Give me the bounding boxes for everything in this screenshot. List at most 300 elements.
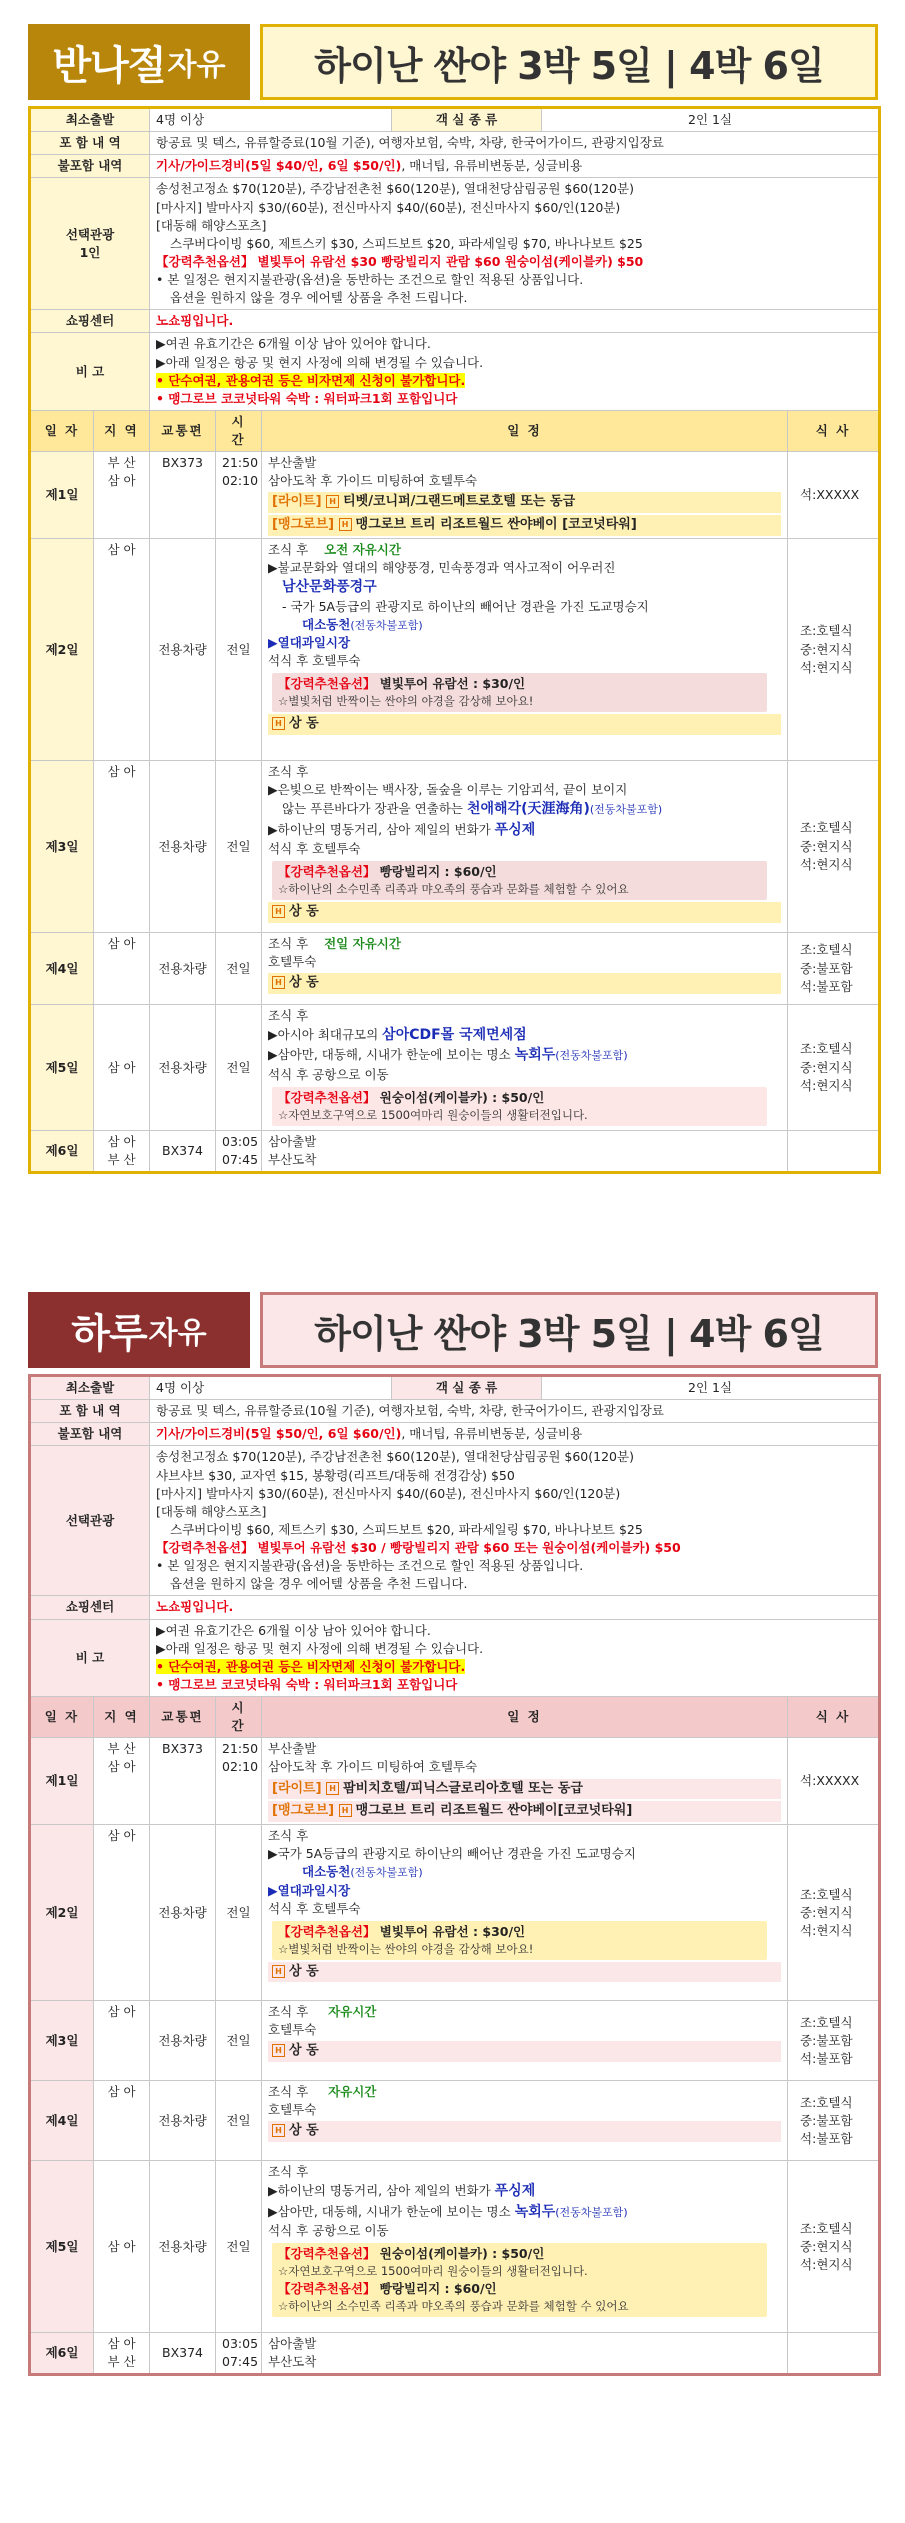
optional-row — [30, 178, 880, 310]
optional-label-per-person: 1인 — [79, 244, 101, 260]
optional-label-text: 선택관광 — [65, 226, 115, 242]
day-time: 전일 — [216, 933, 262, 1005]
option-label: 【강력추천옵션】 — [278, 1923, 376, 1939]
meal-dinner: 석:불포함 — [800, 2130, 853, 2146]
day-meal — [788, 933, 880, 1005]
schedule-line: 삼아출발 — [268, 2336, 317, 2352]
notes-label: 비 고 — [30, 333, 150, 411]
hotel-name: 팜비치호텔/피닉스글로리아호텔 또는 동급 — [343, 1780, 583, 1796]
day-time: 전일 — [216, 2081, 262, 2161]
optional-line: [마사지] 발마사지 $30/(60분), 전신마사지 $40/(60분), 전신마사지 $60/인(120분) — [156, 1485, 621, 1501]
day-schedule — [262, 2333, 788, 2375]
schedule-line: 조식 후 — [268, 2164, 309, 2180]
day-schedule — [262, 933, 788, 1005]
meal-breakfast: 조:호텔식 — [800, 2014, 853, 2030]
day-meal — [788, 1005, 880, 1131]
notes-label: 비 고 — [30, 1619, 150, 1697]
day-label: 제1일 — [30, 452, 94, 539]
schedule-line: 호텔투숙 — [268, 954, 317, 970]
day-schedule — [262, 1005, 788, 1131]
day-transport: BX374 — [150, 2333, 216, 2375]
place-to: 삼 아 — [107, 473, 136, 489]
day-time — [216, 1131, 262, 1173]
schedule-line — [268, 2202, 781, 2222]
day-place: 삼 아 — [94, 2081, 150, 2161]
day-meal — [788, 2081, 880, 2161]
recommended-label: 【강력추천옵션】 — [156, 253, 254, 269]
header-day: 일 자 — [30, 410, 94, 451]
day-transport: 전용차량 — [150, 2161, 216, 2333]
hotel-name: 티벳/코니퍼/그랜드메트로호텔 또는 동급 — [343, 494, 576, 510]
schedule-text: ▶아시아 최대규모의 — [268, 1027, 379, 1043]
min-depart-label: 최소출발 — [30, 108, 150, 132]
day-schedule — [262, 1738, 788, 1825]
hotel-icon: H — [272, 2044, 285, 2057]
shopping-label: 쇼핑센터 — [30, 1596, 150, 1619]
day-label: 제2일 — [30, 1825, 94, 2001]
header-schedule: 일 정 — [262, 1697, 788, 1738]
full-day-free-section — [28, 1288, 878, 2376]
depart-time: 03:05 — [222, 2336, 259, 2352]
hotel-tag: [맹그로브] — [272, 1803, 335, 1819]
free-time-label: 오전 자유시간 — [324, 542, 401, 558]
optional-recommended — [156, 1539, 872, 1557]
hotel-same — [268, 2121, 781, 2142]
attraction-note: (전동차불포함) — [350, 1866, 423, 1880]
attraction-name: 푸싱제 — [494, 821, 536, 838]
meal-breakfast: 조:호텔식 — [800, 2094, 853, 2110]
day-time — [216, 2333, 262, 2375]
notes-row — [30, 1619, 880, 1697]
hotel-tag: [라이트] — [272, 494, 322, 510]
optional-line: 송성천고정쇼 $70(120분), 주강남전촌천 $60(120분), 열대천당삼림공원 $60(120분) — [156, 181, 634, 197]
hotel-icon: H — [272, 2124, 285, 2137]
schedule-text: ▶삼아만, 대동해, 시내가 한눈에 보이는 명소 — [268, 2203, 511, 2219]
schedule-text: 조식 후 — [268, 2084, 309, 2100]
day-row — [30, 2001, 880, 2081]
hotel-option-mangrove — [268, 1801, 781, 1822]
optional-label — [30, 178, 150, 310]
day-transport: 전용차량 — [150, 539, 216, 761]
day-row — [30, 2333, 880, 2375]
day-time: 전일 — [216, 1005, 262, 1131]
free-time-label: 전일 자유시간 — [324, 936, 401, 952]
day-schedule — [262, 1825, 788, 2001]
option-description: ☆별빛처럼 반짝이는 싼야의 야경을 감상해 보아요! — [278, 1941, 534, 1956]
option-detail: 원숭이섬(케이블카) : $50/인 — [375, 2246, 545, 2262]
schedule-text: 않는 푸른바다가 장관을 연출하는 — [282, 801, 463, 817]
header-transport: 교통편 — [150, 1697, 216, 1738]
include-value: 항공료 및 텍스, 유류할증료(10월 기준), 여행자보험, 숙박, 차량, 한국어가이드, 관광지입장료 — [150, 1400, 880, 1423]
recommended-option-box — [272, 673, 767, 712]
schedule-line — [268, 2083, 781, 2101]
exclude-guide-fee: 기사/가이드경비(5일 $50/인, 6일 $60/인) — [156, 1426, 402, 1442]
schedule-line: 석식 후 공항으로 이동 — [268, 2222, 389, 2238]
hotel-tag: [라이트] — [272, 1780, 322, 1796]
notes-value — [150, 1619, 880, 1697]
header-meal: 식 사 — [788, 410, 880, 451]
recommended-option-box — [272, 1087, 767, 1126]
option-description: ☆하이난의 소수민족 리족과 먀오족의 풍습과 문화를 체험할 수 있어요 — [278, 882, 629, 897]
day-schedule — [262, 2001, 788, 2081]
day-row — [30, 1005, 880, 1131]
optional-recommended — [156, 253, 872, 271]
attraction-name: 녹회두 — [514, 2203, 556, 2220]
schedule-line: - 국가 5A등급의 관광지로 하이난의 빼어난 경관을 가진 도교명승지 — [282, 598, 649, 614]
day-transport: BX373 — [150, 1738, 216, 1825]
recommended-options: 별빛투어 유람선 $30 / 빵랑빌리지 관람 $60 또는 원숭이섬(케이블카) $50 — [257, 1540, 681, 1555]
hotel-same — [268, 1962, 781, 1983]
day-transport: 전용차량 — [150, 1825, 216, 2001]
schedule-line: 조식 후 — [268, 764, 309, 780]
badge-sub-text: 자유 — [167, 48, 226, 83]
header-meal: 식 사 — [788, 1697, 880, 1738]
place-from: 부 산 — [107, 1741, 136, 1757]
note-line: ▶여권 유효기간은 6개월 이상 남아 있어야 합니다. — [156, 336, 431, 352]
meal-dinner: 석:불포함 — [800, 978, 853, 994]
badge-sub-text: 자유 — [148, 1316, 207, 1351]
hotel-icon: H — [339, 1804, 352, 1817]
header-place: 지 역 — [94, 410, 150, 451]
meal-dinner: 석:현지식 — [800, 1077, 853, 1093]
option-label: 【강력추천옵션】 — [278, 676, 376, 692]
meal-lunch: 중:불포함 — [800, 960, 853, 976]
day-row — [30, 452, 880, 539]
exclude-rest: , 매너팁, 유류비변동분, 싱글비용 — [401, 158, 583, 174]
meal-breakfast: 조:호텔식 — [800, 1041, 853, 1057]
hotel-name: 맹그로브 트리 리조트월드 싼야베이 [코코넛타워] — [355, 517, 637, 533]
meal-breakfast: 조:호텔식 — [800, 942, 853, 958]
optional-value — [150, 178, 880, 310]
optional-value — [150, 1446, 880, 1596]
day-label: 제4일 — [30, 933, 94, 1005]
schedule-line: 호텔투숙 — [268, 2022, 317, 2038]
day-schedule — [262, 1131, 788, 1173]
section-title-row — [28, 1288, 878, 1374]
day-time: 전일 — [216, 2161, 262, 2333]
free-time-label: 자유시간 — [328, 2004, 377, 2020]
schedule-text: ▶하이난의 명동거리, 삼아 제일의 번화가 — [268, 2183, 491, 2199]
attraction-note: (전동차불포함) — [589, 803, 663, 817]
schedule-text: ▶삼아만, 대동해, 시내가 한눈에 보이는 명소 — [268, 1047, 511, 1063]
option-detail: 빵랑빌리지 : $60/인 — [375, 864, 497, 880]
attraction-name: 대소동천 — [302, 616, 351, 632]
shopping-row — [30, 1596, 880, 1619]
attraction-note: (전동차불포함) — [555, 1049, 628, 1063]
schedule-line: 석식 후 호텔투숙 — [268, 840, 361, 856]
schedule-line — [268, 541, 781, 559]
day-place — [94, 1738, 150, 1825]
day-time — [216, 452, 262, 539]
schedule-line: ▶은빛으로 반짝이는 백사장, 돌숲을 이루는 기암괴석, 끝이 보이지 — [268, 782, 628, 798]
day-meal — [788, 1131, 880, 1173]
include-row — [30, 1400, 880, 1423]
schedule-line: ▶국가 5A등급의 관광지로 하이난의 빼어난 경관을 가진 도교명승지 — [268, 1846, 636, 1862]
min-depart-label: 최소출발 — [30, 1376, 150, 1400]
schedule-line — [268, 1863, 781, 1881]
shopping-label: 쇼핑센터 — [30, 310, 150, 333]
room-type-value: 2인 1실 — [542, 1376, 880, 1400]
schedule-line — [268, 799, 781, 819]
meal-lunch: 중:현지식 — [800, 1059, 853, 1075]
include-label: 포 함 내 역 — [30, 132, 150, 155]
schedule-line: 호텔투숙 — [268, 2102, 317, 2118]
hotel-icon: H — [272, 905, 285, 918]
day-row — [30, 761, 880, 933]
hotel-icon: H — [272, 1965, 285, 1978]
meal-breakfast: 조:호텔식 — [800, 1886, 853, 1902]
attraction-name: ▶열대과일시장 — [268, 634, 351, 650]
badge-main-text: 반나절 — [52, 42, 166, 89]
include-label: 포 함 내 역 — [30, 1400, 150, 1423]
attraction-note: (전동차불포함) — [350, 618, 423, 632]
recommended-label: 【강력추천옵션】 — [156, 1540, 254, 1555]
hotel-option-mangrove — [268, 515, 781, 536]
day-schedule — [262, 2161, 788, 2333]
hotel-name: 상 동 — [289, 975, 319, 991]
note-mangrove: • 맹그로브 코코넛타워 숙박 : 워터파크1회 포함입니다 — [156, 390, 458, 406]
schedule-line: 석식 후 공항으로 이동 — [268, 1066, 389, 1082]
depart-time: 03:05 — [222, 1134, 259, 1150]
schedule-line — [268, 1045, 781, 1065]
hotel-icon: H — [339, 518, 352, 531]
day-label: 제3일 — [30, 2001, 94, 2081]
note-visa-warning — [156, 372, 872, 390]
depart-time: 21:50 — [222, 455, 259, 471]
day-meal: 석:XXXXX — [788, 452, 880, 539]
optional-line: 샤브샤브 $30, 교자연 $15, 봉황령(리프트/대동해 전경감상) $50 — [156, 1467, 515, 1483]
header-time: 시 간 — [216, 1697, 262, 1738]
place-to: 부 산 — [107, 1152, 136, 1168]
header-schedule: 일 정 — [262, 410, 788, 451]
note-line: ▶아래 일정은 항공 및 현지 사정에 의해 변경될 수 있습니다. — [156, 354, 484, 370]
day-label: 제3일 — [30, 761, 94, 933]
hotel-name: 상 동 — [289, 1963, 319, 1979]
shopping-value: 노쇼핑입니다. — [150, 310, 880, 333]
meal-dinner: 석:현지식 — [800, 2256, 853, 2272]
header-place: 지 역 — [94, 1697, 150, 1738]
day-transport: 전용차량 — [150, 761, 216, 933]
place-from: 부 산 — [107, 455, 136, 471]
schedule-text: 조식 후 — [268, 936, 309, 952]
hotel-same — [268, 2041, 781, 2062]
hotel-name: 상 동 — [289, 2123, 319, 2139]
option-detail: 원숭이섬(케이블카) : $50/인 — [375, 1089, 545, 1105]
arrive-time: 07:45 — [222, 2354, 259, 2370]
attraction-name: 삼아CDF몰 국제면세점 — [382, 1027, 527, 1044]
schedule-text: ▶하이난의 명동거리, 삼아 제일의 번화가 — [268, 821, 491, 837]
schedule-text: 조식 후 — [268, 2004, 309, 2020]
day-row — [30, 1738, 880, 1825]
day-place — [94, 452, 150, 539]
option-label: 【강력추천옵션】 — [278, 2280, 376, 2296]
header-time: 시 간 — [216, 410, 262, 451]
day-label: 제6일 — [30, 1131, 94, 1173]
hotel-icon: H — [272, 976, 285, 989]
optional-label: 선택관광 — [30, 1446, 150, 1596]
hotel-same — [268, 973, 781, 994]
attraction-name: 녹회두 — [514, 1047, 556, 1064]
optional-line: 스쿠버다이빙 $60, 제트스키 $30, 스피드보트 $20, 파라세일링 $70, 바나나보트 $25 — [170, 235, 643, 251]
option-detail: 별빛투어 유람선 : $30/인 — [375, 1923, 526, 1939]
note-visa-text: • 단수여권, 관용여권 등은 비자면제 신청이 불가합니다. — [156, 1658, 466, 1674]
optional-note: • 본 일정은 현지지불관광(옵션)을 동반하는 조건으로 할인 적용된 상품입니다. — [156, 272, 584, 287]
min-depart-value: 4명 이상 — [150, 1376, 392, 1400]
schedule-text: 조식 후 — [268, 542, 309, 558]
schedule-header — [30, 410, 880, 451]
day-place: 삼 아 — [94, 1005, 150, 1131]
itinerary-table — [28, 1374, 881, 2376]
exclude-value — [150, 1423, 880, 1446]
day-schedule — [262, 539, 788, 761]
schedule-line: 부산도착 — [268, 2354, 317, 2370]
package-title: 하이난 싼야 3박 5일 | 4박 6일 — [260, 24, 878, 100]
day-label: 제4일 — [30, 2081, 94, 2161]
day-schedule — [262, 761, 788, 933]
optional-note: • 본 일정은 현지지불관광(옵션)을 동반하는 조건으로 할인 적용된 상품입니다. — [156, 1558, 584, 1574]
section-badge — [28, 24, 250, 100]
option-description: ☆하이난의 소수민족 리족과 먀오족의 풍습과 문화를 체험할 수 있어요 — [278, 2298, 629, 2313]
day-row — [30, 2081, 880, 2161]
include-value: 항공료 및 텍스, 유류할증료(10월 기준), 여행자보험, 숙박, 차량, 한국어가이드, 관광지입장료 — [150, 132, 880, 155]
day-label: 제5일 — [30, 1005, 94, 1131]
exclude-label: 불포함 내역 — [30, 155, 150, 178]
meal-dinner: 석:현지식 — [800, 659, 853, 675]
section-badge — [28, 1292, 250, 1368]
recommended-option-box — [272, 861, 767, 900]
recommended-option-box — [272, 1921, 767, 1960]
exclude-guide-fee: 기사/가이드경비(5일 $40/인, 6일 $50/인) — [156, 158, 402, 174]
meal-lunch: 중:현지식 — [800, 2238, 853, 2254]
day-place: 삼 아 — [94, 2001, 150, 2081]
optional-row — [30, 1446, 880, 1596]
min-depart-row — [30, 1376, 880, 1400]
schedule-header — [30, 1697, 880, 1738]
schedule-line — [268, 935, 781, 953]
day-place — [94, 1131, 150, 1173]
optional-line: [대동해 해양스포츠] — [156, 1503, 267, 1519]
room-type-label: 객 실 종 류 — [392, 108, 542, 132]
exclude-row — [30, 1423, 880, 1446]
room-type-value: 2인 1실 — [542, 108, 880, 132]
note-line: ▶여권 유효기간은 6개월 이상 남아 있어야 합니다. — [156, 1622, 431, 1638]
place-to: 부 산 — [107, 2354, 136, 2370]
notes-value — [150, 333, 880, 411]
day-label: 제5일 — [30, 2161, 94, 2333]
option-description: ☆자연보호구역으로 1500여마리 원숭이들의 생활터전입니다. — [278, 2264, 588, 2279]
shopping-row — [30, 310, 880, 333]
day-row — [30, 2161, 880, 2333]
hotel-icon: H — [326, 495, 339, 508]
day-place: 삼 아 — [94, 539, 150, 761]
hotel-same — [268, 714, 781, 735]
attraction-name: ▶열대과일시장 — [268, 1882, 351, 1898]
shopping-value: 노쇼핑입니다. — [150, 1596, 880, 1619]
day-transport: 전용차량 — [150, 2001, 216, 2081]
optional-line: 송성천고정쇼 $70(120분), 주강남전촌천 $60(120분), 열대천당삼림공원 $60(120분) — [156, 1449, 634, 1465]
attraction-name: 남산문화풍경구 — [282, 579, 377, 596]
day-transport: 전용차량 — [150, 2081, 216, 2161]
day-meal — [788, 2161, 880, 2333]
schedule-line — [268, 820, 781, 840]
day-meal — [788, 2333, 880, 2375]
schedule-line — [268, 616, 781, 634]
hotel-option-lite — [268, 1779, 781, 1800]
optional-line: 스쿠버다이빙 $60, 제트스키 $30, 스피드보트 $20, 파라세일링 $70, 바나나보트 $25 — [170, 1521, 643, 1537]
meal-lunch: 중:불포함 — [800, 2112, 853, 2128]
exclude-value — [150, 155, 880, 178]
schedule-line: 부산출발 — [268, 455, 317, 471]
hotel-name: 상 동 — [289, 2043, 319, 2059]
schedule-line: 부산출발 — [268, 1741, 317, 1757]
hotel-name: 상 동 — [289, 903, 319, 919]
meal-lunch: 중:현지식 — [800, 838, 853, 854]
option-label: 【강력추천옵션】 — [278, 1089, 376, 1105]
option-label: 【강력추천옵션】 — [278, 864, 376, 880]
day-time — [216, 1738, 262, 1825]
day-meal: 석:XXXXX — [788, 1738, 880, 1825]
day-time: 전일 — [216, 2001, 262, 2081]
day-row — [30, 539, 880, 761]
place-from: 삼 아 — [107, 1134, 136, 1150]
exclude-rest: , 매너팁, 유류비변동분, 싱글비용 — [401, 1426, 583, 1442]
schedule-line: 삼아도착 후 가이드 미팅하여 호텔투숙 — [268, 1759, 478, 1775]
schedule-line — [268, 2003, 781, 2021]
optional-note: 옵션을 원하지 않을 경우 에어텔 상품을 추천 드립니다. — [170, 1576, 468, 1592]
depart-time: 21:50 — [222, 1741, 259, 1757]
day-label: 제2일 — [30, 539, 94, 761]
include-row — [30, 132, 880, 155]
day-row — [30, 933, 880, 1005]
itinerary-table — [28, 106, 881, 1174]
option-description: ☆자연보호구역으로 1500여마리 원숭이들의 생활터전입니다. — [278, 1108, 588, 1123]
note-visa-warning — [156, 1658, 872, 1676]
meal-dinner: 석:현지식 — [800, 856, 853, 872]
schedule-line — [268, 1025, 781, 1045]
day-meal — [788, 761, 880, 933]
schedule-line: 부산도착 — [268, 1152, 317, 1168]
day-transport: 전용차량 — [150, 933, 216, 1005]
attraction-name: 푸싱제 — [494, 2183, 536, 2200]
option-detail: 빵랑빌리지 : $60/인 — [375, 2280, 497, 2296]
exclude-row — [30, 155, 880, 178]
meal-lunch: 중:불포함 — [800, 2032, 853, 2048]
arrive-time: 02:10 — [222, 473, 259, 489]
day-label: 제1일 — [30, 1738, 94, 1825]
day-meal — [788, 1825, 880, 2001]
note-line: ▶아래 일정은 항공 및 현지 사정에 의해 변경될 수 있습니다. — [156, 1640, 484, 1656]
place-to: 삼 아 — [107, 1759, 136, 1775]
recommended-option-box — [272, 2243, 767, 2317]
day-place — [94, 2333, 150, 2375]
min-depart-value: 4명 이상 — [150, 108, 392, 132]
day-row — [30, 1825, 880, 2001]
day-time: 전일 — [216, 1825, 262, 2001]
schedule-line: 조식 후 — [268, 1008, 309, 1024]
optional-note: 옵션을 원하지 않을 경우 에어텔 상품을 추천 드립니다. — [170, 290, 468, 306]
meal-breakfast: 조:호텔식 — [800, 820, 853, 836]
schedule-line — [268, 2181, 781, 2201]
day-transport: BX373 — [150, 452, 216, 539]
meal-dinner: 석:불포함 — [800, 2050, 853, 2066]
attraction-name: 천애해각(天涯海角) — [466, 801, 590, 818]
notes-row — [30, 333, 880, 411]
attraction-note: (전동차불포함) — [555, 2205, 628, 2219]
meal-dinner: 석:현지식 — [800, 1922, 853, 1938]
optional-line: [대동해 해양스포츠] — [156, 217, 267, 233]
hotel-icon: H — [326, 1782, 339, 1795]
note-mangrove: • 맹그로브 코코넛타워 숙박 : 워터파크1회 포함입니다 — [156, 1676, 458, 1692]
